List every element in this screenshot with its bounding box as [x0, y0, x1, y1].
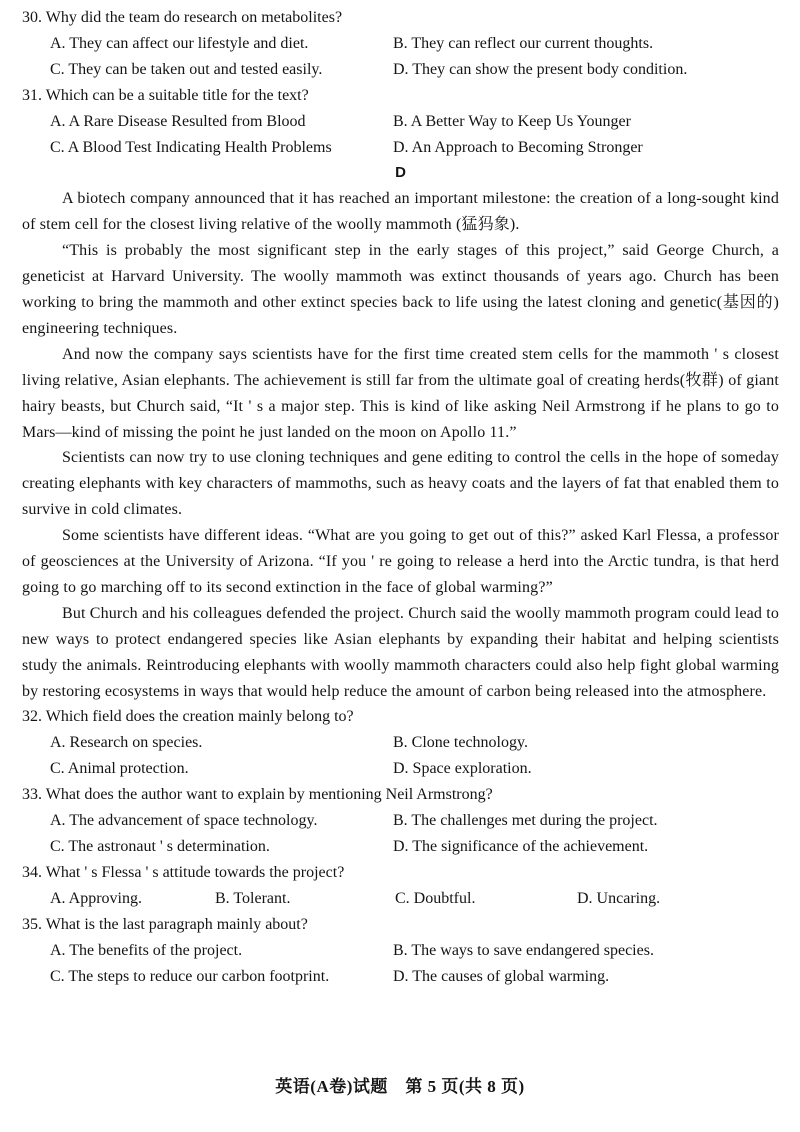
paragraph: Some scientists have different ideas. “What are you going to get out of this?” asked Karl Flessa, a professor of geosciences at the University of Arizona. “If you ' re going to release a herd into the Arctic tundra, is that herd going to go marching off to its second extinction in the face of global warming?” — [22, 527, 779, 596]
option-d: D. An Approach to Becoming Stronger — [393, 138, 643, 156]
option-c: C. The astronaut ' s determination. — [50, 838, 270, 855]
option-d: D. They can show the present body condition. — [393, 60, 688, 78]
passage — [22, 186, 779, 704]
paragraph: “This is probably the most significant step in the early stages of this project,” said George Church, a geneticist at Harvard University. The woolly mammoth was extinct thousands of years ago. Church has been working to bring the mammoth and other extinct species back to life using the latest cloning and genetic(基因的) engineering techniques. — [22, 242, 779, 337]
question-35 — [22, 912, 779, 990]
option-b: B. Clone technology. — [393, 734, 528, 752]
option-d: D. Uncaring. — [577, 889, 661, 907]
options — [22, 886, 779, 912]
question-stem: 34. What ' s Flessa ' s attitude towards the project? — [22, 863, 345, 881]
question-30 — [22, 5, 779, 83]
option-a: A. Approving. — [50, 889, 142, 907]
question-33 — [22, 782, 779, 860]
option-d: D. The significance of the achievement. — [393, 838, 649, 855]
option-d: D. Space exploration. — [393, 760, 532, 778]
question-31 — [22, 83, 779, 161]
options — [22, 938, 779, 990]
paragraph: Scientists can now try to use cloning techniques and gene editing to control the cells in the hope of someday creating elephants with key characters of mammoths, such as heavy coats and the layers of fat that enabled them to survive in cold climates. — [22, 449, 779, 519]
option-c: C. A Blood Test Indicating Health Problems — [50, 138, 332, 156]
paragraph: And now the company says scientists have for the first time created stem cells for the mammoth ' s closest living relative, Asian elephants. The achievement is still far from the ultimate goal of creating herds(牧群) of giant hairy beasts, but Church said, “It ' s a major step. This is kind of like asking Neil Armstrong if he plans to go to Mars—kind of missing the point he just landed on the moon on Apollo 11.” — [22, 345, 779, 441]
option-b: B. Tolerant. — [215, 889, 291, 907]
option-c: C. They can be taken out and tested easily. — [50, 60, 323, 78]
question-stem: 35. What is the last paragraph mainly about? — [22, 915, 308, 933]
question-stem: 30. Why did the team do research on metabolites? — [22, 9, 343, 26]
option-d: D. The causes of global warming. — [393, 967, 610, 985]
paragraph: But Church and his colleagues defended the project. Church said the woolly mammoth program could lead to new ways to protect endangered species like Asian elephants by expanding their habitat and helping scientists study the animals. Reintroducing elephants with woolly mammoth characters could also help fight global warming by restoring ecosystems in ways that would help reduce the amount of carbon being released into the atmosphere. — [22, 604, 779, 700]
option-a: A. They can affect our lifestyle and diet. — [50, 34, 309, 52]
options — [22, 109, 779, 161]
exam-page — [22, 5, 779, 989]
option-a: A. Research on species. — [50, 734, 203, 752]
question-stem: 31. Which can be a suitable title for the text? — [22, 86, 309, 104]
option-c: C. Doubtful. — [395, 889, 476, 907]
page-footer: 英语(A卷)试题 第 5 页(共 8 页) — [275, 1077, 525, 1096]
option-a: A. A Rare Disease Resulted from Blood — [50, 112, 306, 130]
question-stem: 32. Which field does the creation mainly belong to? — [22, 708, 354, 726]
option-b: B. They can reflect our current thoughts. — [393, 34, 654, 52]
option-a: A. The advancement of space technology. — [50, 812, 318, 830]
options — [22, 808, 779, 860]
options — [22, 730, 779, 782]
paragraph: A biotech company announced that it has reached an important milestone: the creation of a long-sought kind of stem cell for the closest living relative of the woolly mammoth (猛犸象). — [22, 190, 779, 234]
option-b: B. The ways to save endangered species. — [393, 941, 654, 959]
option-c: C. Animal protection. — [50, 760, 189, 778]
question-34 — [22, 860, 779, 912]
options — [22, 31, 779, 83]
option-b: B. The challenges met during the project. — [393, 812, 658, 830]
option-b: B. A Better Way to Keep Us Younger — [393, 112, 631, 130]
section-label: D — [395, 164, 406, 182]
option-a: A. The benefits of the project. — [50, 941, 243, 959]
option-c: C. The steps to reduce our carbon footprint. — [50, 967, 330, 985]
question-stem: 33. What does the author want to explain by mentioning Neil Armstrong? — [22, 786, 493, 804]
question-32 — [22, 704, 779, 782]
